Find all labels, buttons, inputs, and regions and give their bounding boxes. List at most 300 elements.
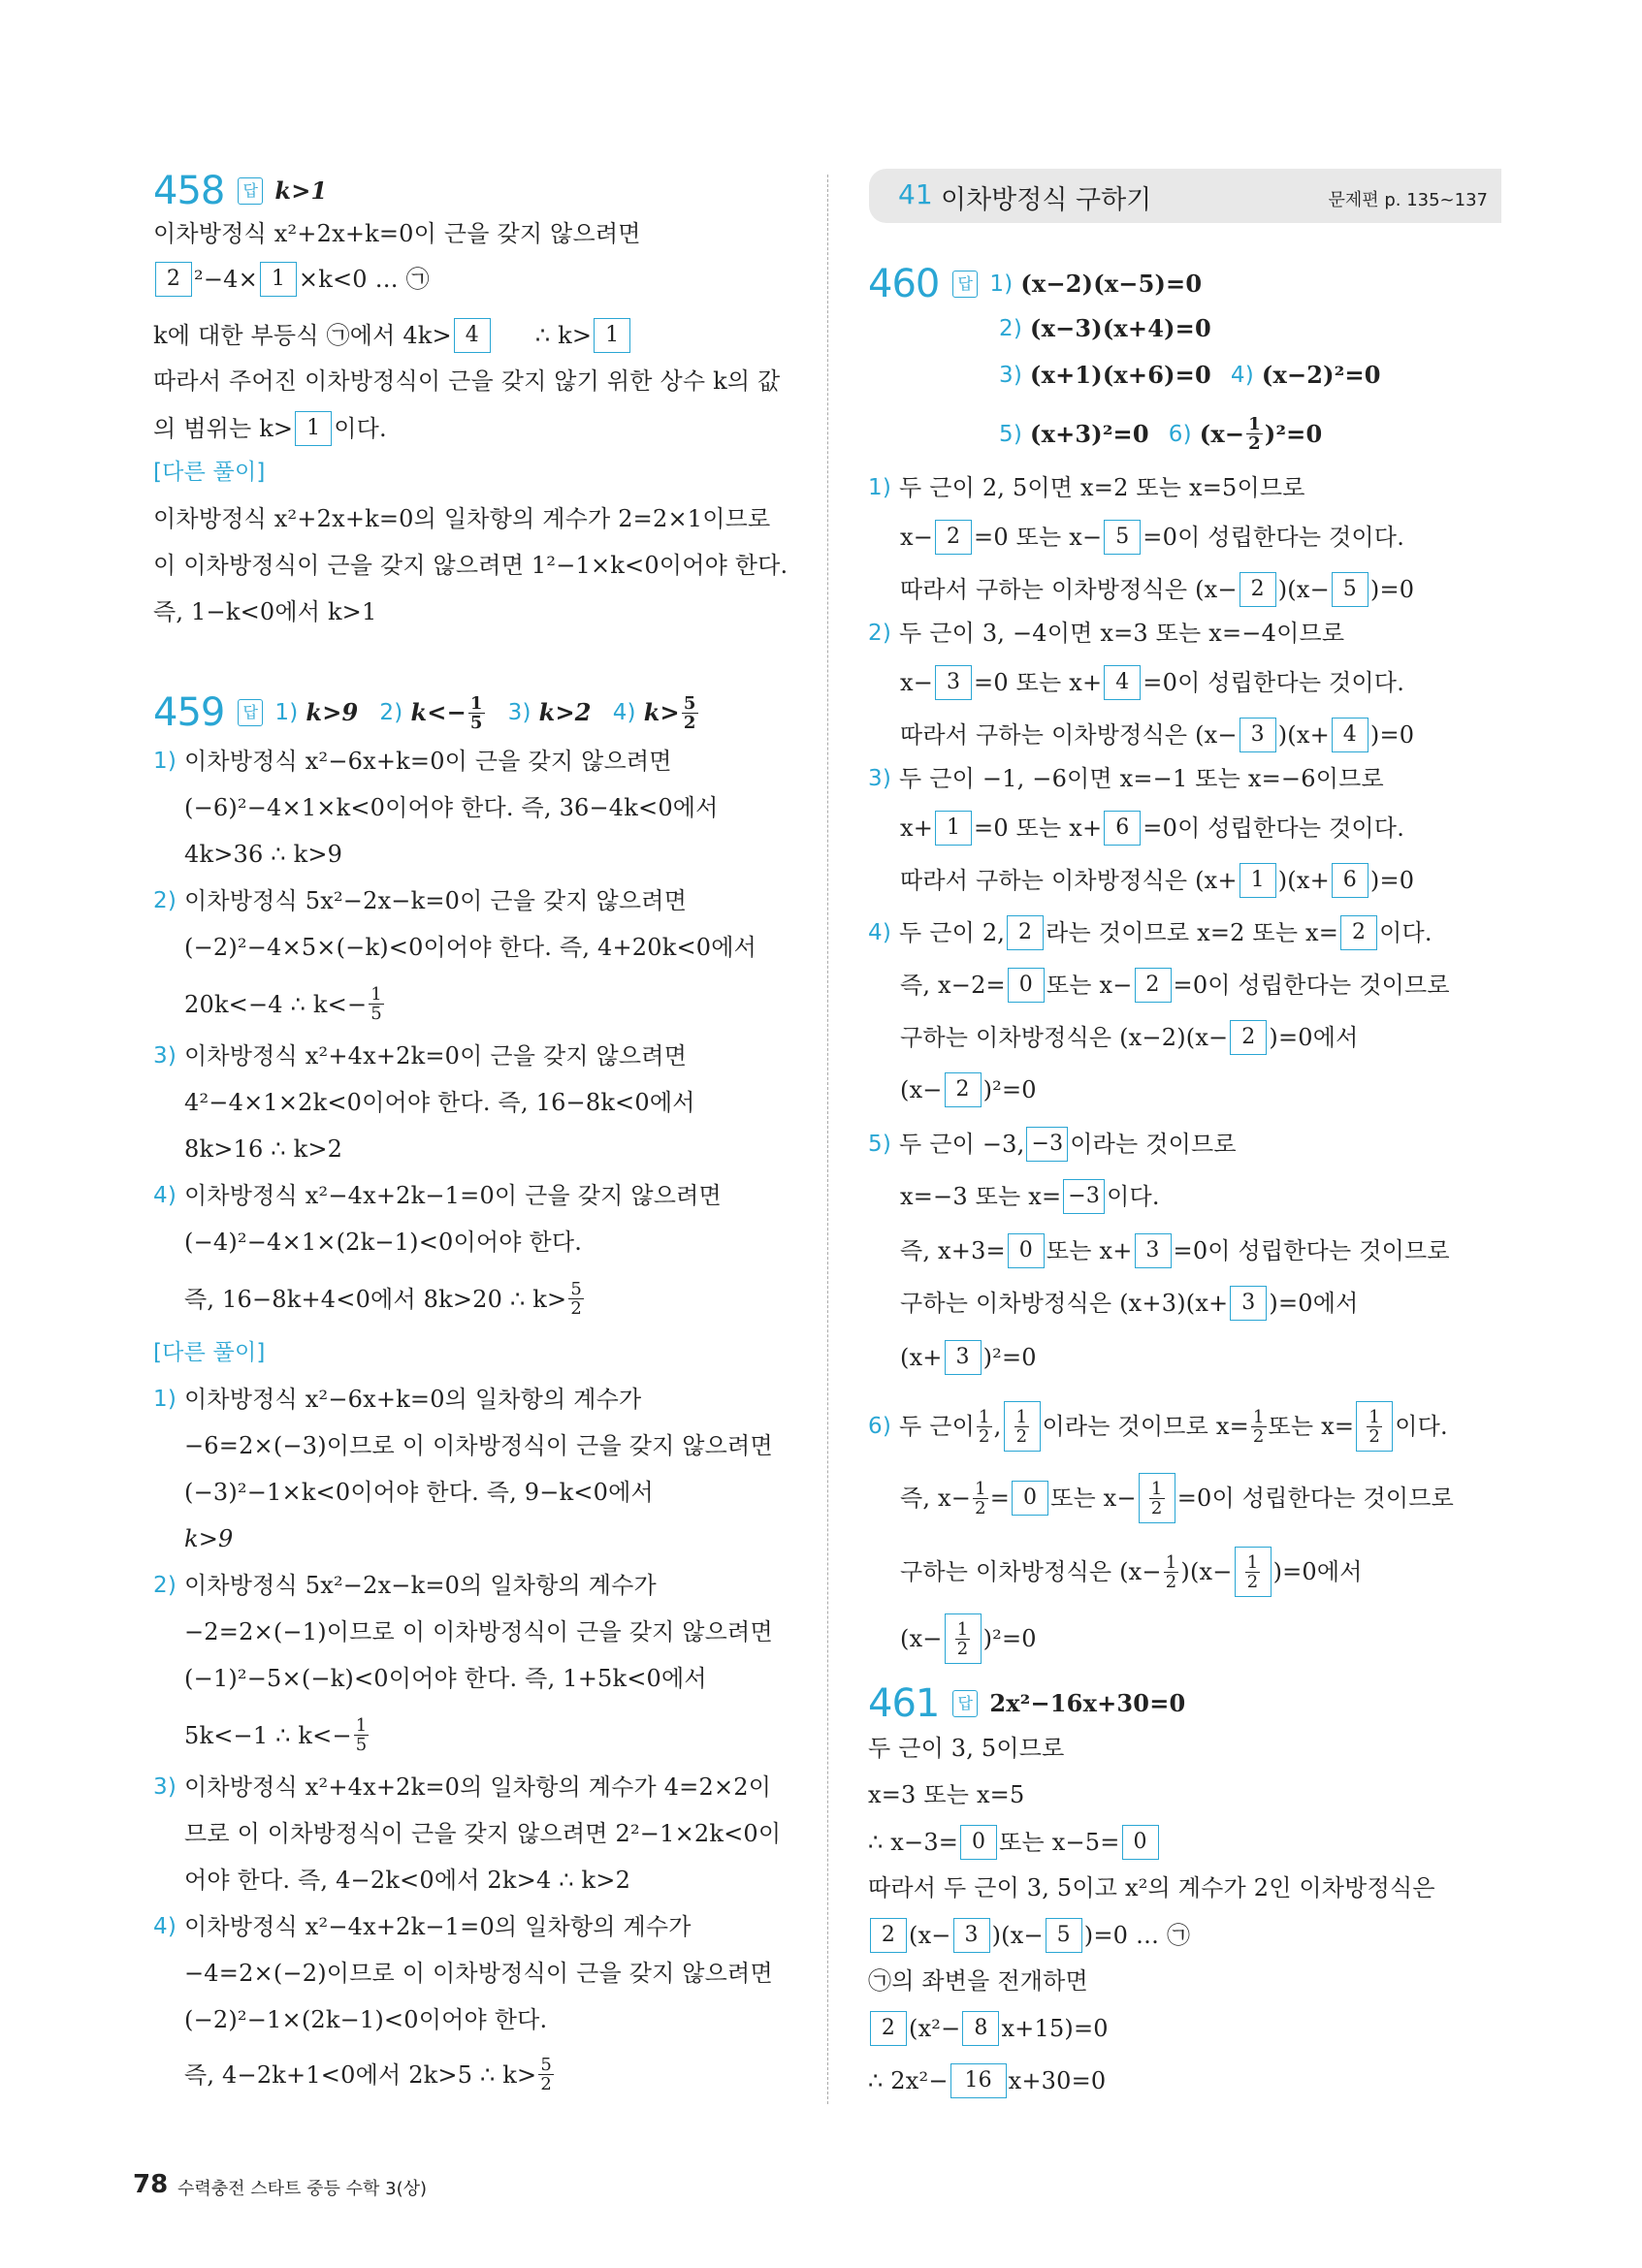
section-title: 이차방정식 구하기 <box>941 185 1152 215</box>
text: 1 <box>469 692 483 714</box>
answer-box: 4 <box>1104 665 1141 700</box>
answer-box: 2 <box>945 1072 982 1107</box>
fraction <box>1251 1408 1267 1446</box>
answer-box: 3 <box>1240 718 1276 752</box>
text: (x− <box>909 1922 951 1949</box>
text: 1 <box>370 984 382 1005</box>
section-number: 41 <box>898 178 933 210</box>
text: 따라서 구하는 이차방정식은 (x− <box>900 576 1238 603</box>
text: (x− <box>1199 419 1245 448</box>
p460-line <box>900 968 1450 1003</box>
text: =0 또는 x+ <box>974 669 1103 696</box>
fraction <box>1367 1408 1382 1446</box>
text: )(x− <box>991 1922 1044 1949</box>
text: )²=0 <box>982 1076 1037 1103</box>
p460-line <box>900 1233 1450 1268</box>
text: x+15)=0 <box>1001 2015 1109 2042</box>
p460-line <box>900 1474 1454 1522</box>
text: 2 <box>1150 1497 1163 1518</box>
text: x− <box>900 524 934 551</box>
book-title: 수력충전 스타트 중등 수학 3(상) <box>177 2179 428 2199</box>
text: 이차방정식 x²−4x+2k−1=0이 근을 갖지 않으려면 <box>184 1182 722 1209</box>
fraction <box>354 1716 370 1754</box>
text: )²=0 <box>982 1625 1037 1652</box>
answer-box: 1 <box>594 318 630 353</box>
answer-box: 3 <box>945 1340 982 1375</box>
p458-line <box>153 262 430 297</box>
p460-answer-line <box>999 312 1211 345</box>
text: )=0 <box>1369 721 1415 749</box>
fraction <box>973 1480 988 1517</box>
answer-box: 4 <box>454 318 491 353</box>
text: ²−4× <box>194 266 258 293</box>
text: 5 <box>370 1004 382 1024</box>
text: 이차방정식 x²−6x+k=0이 근을 갖지 않으려면 <box>184 748 672 775</box>
p459-line: 4k>36 ∴ k>9 <box>184 841 343 868</box>
text: 2 <box>1368 1425 1381 1447</box>
text: 1 <box>1252 1406 1265 1427</box>
answer-box: 4 <box>1332 718 1368 752</box>
text: (x−2)²=0 <box>1261 361 1381 389</box>
text: 이차방정식 5x²−2x−k=0의 일차항의 계수가 <box>184 1572 657 1599</box>
text: (x+ <box>900 1344 943 1371</box>
text: k>9 <box>306 698 359 726</box>
text: 즉, x+3= <box>900 1237 1006 1264</box>
text: 3) <box>868 766 892 791</box>
text: 1 <box>1246 1551 1259 1573</box>
p458-line <box>153 318 632 353</box>
text: 두 근이 −1, −6이면 x=−1 또는 x=−6이므로 <box>899 765 1384 792</box>
answer-box <box>945 1613 982 1664</box>
text: k<− <box>410 698 467 726</box>
fraction <box>1149 1480 1165 1517</box>
p459-line: −2=2×(−1)이므로 이 이차방정식이 근을 갖지 않으려면 <box>184 1618 773 1645</box>
text: 1) <box>989 272 1014 297</box>
text: k> <box>643 698 680 726</box>
text: =0이 성립한다는 것이므로 <box>1173 1237 1450 1264</box>
text: =0이 성립한다는 것이므로 <box>1176 1485 1454 1512</box>
page-number: 78 <box>133 2170 169 2199</box>
text: x+ <box>900 815 934 842</box>
text: 2 <box>1165 1571 1177 1592</box>
text: 1 <box>956 1618 969 1640</box>
text: 2 <box>1248 433 1261 454</box>
text: 5k<−1 ∴ k<− <box>184 1721 352 1749</box>
p461-line: x=3 또는 x=5 <box>868 1781 1025 1808</box>
text: 1 <box>975 1478 986 1499</box>
text: 1 <box>1150 1478 1163 1499</box>
p459-line: 어야 한다. 즉, 4−2k<0에서 2k>4 ∴ k>2 <box>184 1867 631 1894</box>
text: k에 대한 부등식 ㉠에서 4k> <box>153 322 452 349</box>
answer-box: 0 <box>1122 1825 1159 1860</box>
answer-box: 8 <box>962 2011 999 2046</box>
text: 20k<−4 ∴ k<− <box>184 990 368 1018</box>
p459-line: 4²−4×1×2k<0이어야 한다. 즉, 16−8k<0에서 <box>184 1089 695 1116</box>
text: 6) <box>1168 421 1192 447</box>
text: 따라서 구하는 이차방정식은 (x+ <box>900 867 1238 894</box>
text: 즉, x− <box>900 1485 972 1512</box>
p460-line <box>900 1179 1160 1214</box>
fraction <box>468 694 485 732</box>
p458-line <box>153 411 387 446</box>
text: x+30=0 <box>1008 2067 1107 2094</box>
p460-line <box>900 520 1404 555</box>
p459-line <box>184 1716 370 1754</box>
text: 4) <box>153 1914 177 1939</box>
fraction <box>1245 1553 1261 1591</box>
text: ∴ k> <box>534 322 593 349</box>
text: (x− <box>900 1076 943 1103</box>
text: 5 <box>683 692 696 714</box>
p460-line <box>900 1072 1037 1107</box>
p460-line <box>900 1340 1037 1375</box>
text: 즉, 16−8k+4<0에서 8k>20 ∴ k> <box>184 1285 567 1313</box>
text: 이다. <box>1395 1413 1448 1440</box>
text: x− <box>900 669 934 696</box>
p458-heading <box>153 170 327 212</box>
p460-line <box>900 811 1404 846</box>
p460-line <box>868 1127 1237 1162</box>
text: )²=0 <box>1264 419 1323 448</box>
text: 1) <box>153 1387 177 1412</box>
text: ∴ 2x²− <box>868 2067 949 2094</box>
text: 1 <box>1015 1406 1028 1427</box>
text: 이차방정식 5x²−2x−k=0이 근을 갖지 않으려면 <box>184 887 688 914</box>
p460-line <box>868 471 1305 504</box>
text: (x+3)²=0 <box>1030 419 1149 448</box>
answer-box: −3 <box>1026 1127 1068 1162</box>
answer-box: 2 <box>155 262 192 297</box>
text: 1) <box>868 475 892 500</box>
text: ×k<0 … ㉠ <box>298 266 430 293</box>
p459-line: 8k>16 ∴ k>2 <box>184 1135 343 1163</box>
answer-box: 3 <box>1135 1233 1172 1268</box>
answer-box: 2 <box>1340 915 1377 950</box>
answer-icon: 답 <box>238 177 263 205</box>
p459-number: 459 <box>153 690 225 735</box>
text: 이차방정식 x²+4x+2k=0의 일차항의 계수가 4=2×2이 <box>184 1773 772 1801</box>
text: 두 근이 2, <box>899 919 1006 946</box>
answer-box: 3 <box>953 1918 990 1953</box>
text: 구하는 이차방정식은 (x+3)(x+ <box>900 1290 1229 1317</box>
fraction <box>955 1620 971 1658</box>
text: ∴ x−3= <box>868 1829 959 1856</box>
p459-line: (−4)²−4×1×(2k−1)<0이어야 한다. <box>184 1229 583 1256</box>
answer-box: 1 <box>295 411 332 446</box>
answer-box: 2 <box>1240 572 1276 607</box>
text: 3) <box>153 1043 177 1069</box>
answer-box: 6 <box>1332 863 1368 898</box>
text: 2 <box>1252 1425 1265 1447</box>
text: 2 <box>956 1638 969 1659</box>
p459-line <box>184 985 386 1023</box>
text: 또는 x− <box>1050 1485 1137 1512</box>
text: 이차방정식 x²−6x+k=0의 일차항의 계수가 <box>184 1386 642 1413</box>
text: 두 근이 −3, <box>899 1131 1025 1158</box>
p459-line: −6=2×(−3)이므로 이 이차방정식이 근을 갖지 않으려면 <box>184 1432 773 1459</box>
text: 두 근이 3, −4이면 x=3 또는 x=−4이므로 <box>899 620 1345 647</box>
text: 이라는 것이므로 <box>1070 1131 1237 1158</box>
answer-box: 1 <box>1240 863 1276 898</box>
p460-line <box>900 572 1414 607</box>
answer-icon: 답 <box>952 1690 978 1717</box>
text: 2) <box>153 1573 177 1598</box>
p461-line <box>868 2011 1109 2046</box>
text: 또는 x= <box>1268 1413 1355 1440</box>
p458-number: 458 <box>153 169 225 213</box>
text: =0 또는 x+ <box>974 815 1103 842</box>
answer-box: 0 <box>1008 1233 1045 1268</box>
text: 2) <box>379 700 403 725</box>
p459-line: (−6)²−4×1×k<0이어야 한다. 즉, 36−4k<0에서 <box>184 794 719 821</box>
text: (x+1)(x+6)=0 <box>1030 361 1211 389</box>
text: 이차방정식 x²+4x+2k=0이 근을 갖지 않으려면 <box>184 1042 688 1070</box>
answer-box: 1 <box>935 811 972 846</box>
text: )(x+ <box>1277 867 1330 894</box>
text: 5 <box>540 2055 553 2075</box>
column-divider <box>827 175 828 2104</box>
p460-heading <box>868 262 1202 306</box>
p461-heading <box>868 1682 1185 1725</box>
answer-box: 2 <box>1007 915 1044 950</box>
text: 5 <box>355 1735 368 1755</box>
text: 이다. <box>334 415 387 442</box>
text: 2 <box>570 1298 582 1319</box>
answer-box <box>1139 1473 1175 1523</box>
text: 5 <box>570 1279 582 1299</box>
text: 구하는 이차방정식은 (x− <box>900 1558 1162 1585</box>
answer-box: 0 <box>960 1825 997 1860</box>
p459-line: (−2)²−1×(2k−1)<0이어야 한다. <box>184 2006 548 2033</box>
answer-box: 16 <box>950 2063 1007 2098</box>
p459-line <box>184 2056 556 2093</box>
text: (x−3)(x+4)=0 <box>1030 314 1211 342</box>
fraction <box>568 1280 584 1318</box>
text: 5) <box>868 1132 892 1157</box>
text: )=0에서 <box>1269 1290 1359 1317</box>
answer-box: 2 <box>870 1918 907 1953</box>
text: 구하는 이차방정식은 (x−2)(x− <box>900 1024 1229 1051</box>
text: 2 <box>683 712 696 733</box>
p461-line <box>868 1918 1190 1953</box>
p460-answer-line <box>999 359 1381 392</box>
text: 2) <box>999 316 1023 341</box>
fraction <box>977 1408 992 1446</box>
p460-line <box>900 718 1414 752</box>
text: 1) <box>153 749 177 774</box>
text: 2 <box>1015 1425 1028 1447</box>
fraction <box>1014 1408 1030 1446</box>
text: 5 <box>469 712 483 733</box>
answer-box: 5 <box>1332 572 1368 607</box>
text: 또는 x−5= <box>999 1829 1120 1856</box>
text: = <box>989 1485 1011 1512</box>
text: k>2 <box>538 698 592 726</box>
text: 1) <box>274 700 299 725</box>
text: =0 또는 x− <box>974 524 1103 551</box>
text: 이차방정식 x²−4x+2k−1=0의 일차항의 계수가 <box>184 1913 692 1940</box>
text: )=0에서 <box>1272 1558 1363 1585</box>
answer-box <box>1356 1401 1393 1452</box>
text: 따라서 구하는 이차방정식은 (x− <box>900 721 1238 749</box>
p460-line <box>868 617 1344 650</box>
p460-line <box>900 1286 1359 1321</box>
answer-icon: 답 <box>238 699 263 726</box>
text: x=−3 또는 x= <box>900 1183 1062 1210</box>
fraction <box>1246 415 1263 453</box>
p460-line <box>868 1402 1448 1451</box>
answer-box: −3 <box>1063 1179 1105 1214</box>
p458-line: 이 이차방정식이 근을 갖지 않으려면 1²−1×k<0이어야 한다. <box>153 552 789 579</box>
answer-box <box>1004 1401 1041 1452</box>
text: 6) <box>868 1414 892 1439</box>
answer-box: 2 <box>935 520 972 555</box>
p458-line: 이차방정식 x²+2x+k=0의 일차항의 계수가 2=2×1이므로 <box>153 505 771 532</box>
p459-heading <box>153 688 700 737</box>
text: 1 <box>1368 1406 1381 1427</box>
text: 또는 x− <box>1046 972 1133 999</box>
text: , <box>993 1413 1002 1440</box>
text: 두 근이 <box>899 1413 975 1440</box>
p459-line <box>153 1910 692 1943</box>
p460-line <box>900 665 1404 700</box>
p461-answer: 2x²−16x+30=0 <box>989 1689 1186 1717</box>
fraction <box>682 694 698 732</box>
answer-box: 5 <box>1104 520 1141 555</box>
text: 이다. <box>1379 919 1433 946</box>
p458-line: 따라서 주어진 이차방정식이 근을 갖지 않기 위한 상수 k의 값 <box>153 367 781 395</box>
p460-line <box>868 762 1384 795</box>
answer-box: 2 <box>1230 1020 1267 1055</box>
p461-line: 두 근이 3, 5이므로 <box>868 1735 1065 1762</box>
text: 2) <box>868 621 892 646</box>
p459-line <box>184 1280 586 1318</box>
p460-line <box>868 915 1433 950</box>
p459-line <box>153 1771 771 1804</box>
text: )²=0 <box>982 1344 1037 1371</box>
p459-line: (−1)²−5×(−k)<0이어야 한다. 즉, 1+5k<0에서 <box>184 1665 707 1692</box>
text: )(x− <box>1277 576 1330 603</box>
text: 라는 것이므로 x=2 또는 x= <box>1046 919 1339 946</box>
text: )(x− <box>1180 1558 1233 1585</box>
p458-line: 이차방정식 x²+2x+k=0이 근을 갖지 않으려면 <box>153 220 641 247</box>
fraction <box>369 985 384 1023</box>
text: =0이 성립한다는 것이다. <box>1143 524 1405 551</box>
text: 두 근이 2, 5이면 x=2 또는 x=5이므로 <box>899 474 1305 501</box>
p459-line: k>9 <box>184 1525 234 1552</box>
text: 4) <box>868 920 892 945</box>
text: )=0에서 <box>1269 1024 1359 1051</box>
text: 2 <box>1246 1571 1259 1592</box>
text: =0이 성립한다는 것이다. <box>1143 815 1405 842</box>
answer-box: 0 <box>1012 1481 1048 1516</box>
text: =0이 성립한다는 것이므로 <box>1173 972 1450 999</box>
text: )=0 … ㉠ <box>1083 1922 1191 1949</box>
text: 1 <box>979 1406 990 1427</box>
other-solution-label: [다른 풀이] <box>153 1340 266 1365</box>
p459-line: (−2)²−4×5×(−k)<0이어야 한다. 즉, 4+20k<0에서 <box>184 934 757 961</box>
text: 2) <box>153 888 177 913</box>
text: 1 <box>1165 1551 1177 1573</box>
p459-line: −4=2×(−2)이므로 이 이차방정식이 근을 갖지 않으려면 <box>184 1960 773 1987</box>
p460-number: 460 <box>868 262 940 306</box>
text: 1 <box>1248 414 1261 434</box>
answer-box: 3 <box>1230 1286 1267 1321</box>
text: 5) <box>999 421 1023 447</box>
p458-answer: k>1 <box>274 176 328 205</box>
text: 3) <box>999 363 1023 388</box>
p461-line <box>868 1825 1161 1860</box>
fraction <box>538 2056 554 2093</box>
p461-line <box>868 2063 1106 2098</box>
answer-box: 0 <box>1008 968 1045 1003</box>
text: =0이 성립한다는 것이다. <box>1143 669 1405 696</box>
text: (x²− <box>909 2015 961 2042</box>
p459-line <box>153 1179 722 1212</box>
p459-line <box>153 1383 641 1416</box>
p460-line <box>900 1020 1359 1055</box>
section-header <box>869 169 1501 223</box>
text: 1 <box>355 1715 368 1736</box>
answer-box: 3 <box>935 665 972 700</box>
text: 의 범위는 k> <box>153 415 294 442</box>
other-solution-label: [다른 풀이] <box>153 460 266 485</box>
text: 이다. <box>1107 1183 1160 1210</box>
text: 2 <box>979 1425 990 1447</box>
text: 4) <box>153 1183 177 1208</box>
p460-line <box>900 863 1414 898</box>
fraction <box>1164 1553 1179 1591</box>
p461-line: ㉠의 좌변을 전개하면 <box>868 1967 1088 1995</box>
text: 3) <box>153 1774 177 1800</box>
p459-line <box>153 1039 687 1072</box>
p460-answer-line <box>999 415 1322 453</box>
text: 즉, 4−2k+1<0에서 2k>5 ∴ k> <box>184 2060 537 2089</box>
p459-line: (−3)²−1×k<0이어야 한다. 즉, 9−k<0에서 <box>184 1479 654 1506</box>
text: 2 <box>540 2074 553 2094</box>
p458-line: 즉, 1−k<0에서 k>1 <box>153 598 377 625</box>
text: (x−2)(x−5)=0 <box>1020 270 1203 298</box>
p459-line <box>153 884 687 917</box>
p459-line: 므로 이 이차방정식이 근을 갖지 않으려면 2²−1×2k<0이 <box>184 1820 782 1847</box>
p460-line <box>900 1612 1037 1666</box>
text: 이라는 것이므로 x= <box>1042 1413 1249 1440</box>
text: 2 <box>975 1497 986 1518</box>
section-reference: 문제편 p. 135~137 <box>1328 190 1488 210</box>
text: 4) <box>612 700 636 725</box>
p459-line <box>153 1569 657 1602</box>
p459-line <box>153 745 672 778</box>
text: 즉, x−2= <box>900 972 1006 999</box>
text: )(x+ <box>1277 721 1330 749</box>
answer-icon: 답 <box>952 271 978 298</box>
p461-line: 따라서 두 근이 3, 5이고 x²의 계수가 2인 이차방정식은 <box>868 1874 1435 1901</box>
answer-box: 6 <box>1104 811 1141 846</box>
text: 또는 x+ <box>1046 1237 1133 1264</box>
text: 3) <box>507 700 531 725</box>
text: 4) <box>1230 363 1254 388</box>
answer-box: 1 <box>260 262 297 297</box>
text: (x− <box>900 1625 943 1652</box>
p461-number: 461 <box>868 1681 940 1726</box>
answer-box: 2 <box>1135 968 1172 1003</box>
p460-line <box>900 1548 1363 1596</box>
answer-box <box>1235 1547 1272 1597</box>
text: )=0 <box>1369 867 1415 894</box>
answer-box: 5 <box>1046 1918 1082 1953</box>
text: )=0 <box>1369 576 1415 603</box>
answer-box: 2 <box>870 2011 907 2046</box>
